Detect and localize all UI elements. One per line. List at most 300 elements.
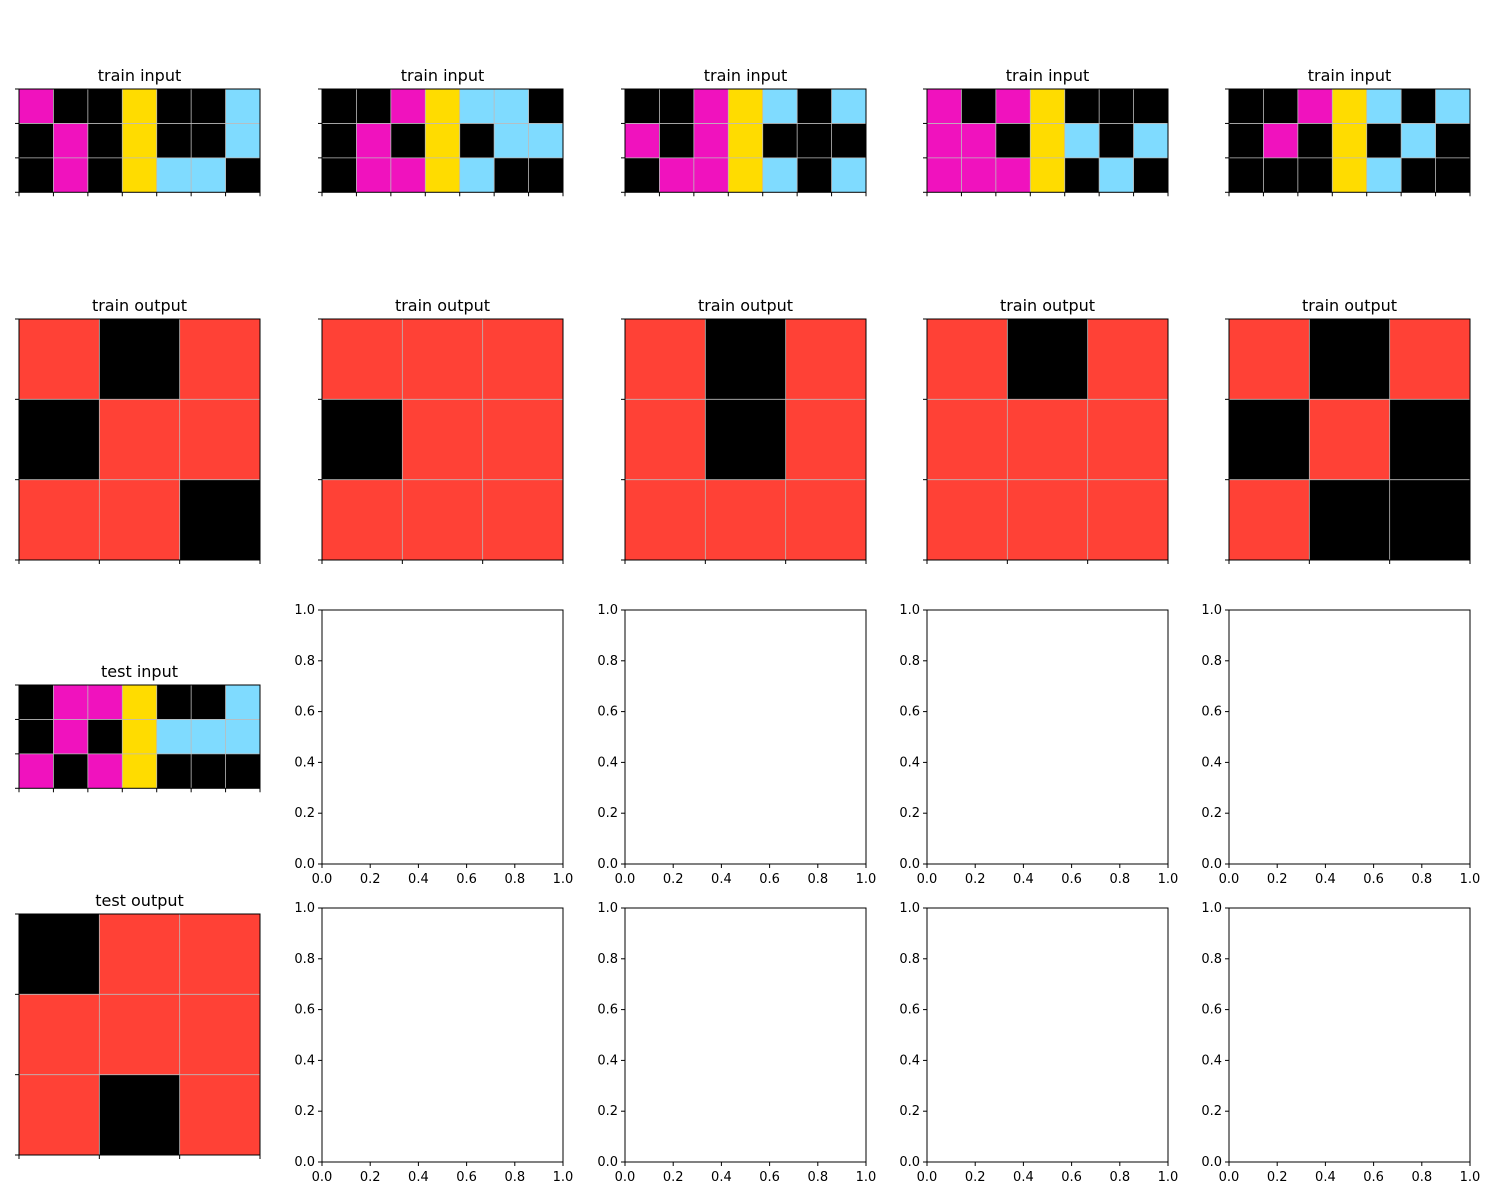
x-tick-label: 0.4 [1315, 872, 1336, 887]
grid-cell [1134, 89, 1168, 123]
grid-cell [157, 158, 191, 192]
grid-cell [625, 480, 705, 560]
x-tick-label: 1.0 [1157, 872, 1179, 887]
grid-cell [763, 123, 797, 157]
grid-cell [529, 158, 563, 192]
grid-cell [53, 123, 87, 157]
grid-cell [191, 719, 225, 753]
panel-6 [15, 296, 260, 564]
grid-cell [402, 480, 482, 560]
y-tick-label: 1.0 [597, 901, 618, 916]
x-tick-label: 0.0 [916, 872, 938, 887]
grid-cell [226, 123, 260, 157]
grid-cell [786, 480, 866, 560]
grid-cell [99, 319, 179, 399]
grid-cell [19, 89, 53, 123]
grid-cell [728, 158, 762, 192]
grid-cell [191, 685, 225, 719]
panel-13 [597, 603, 876, 887]
grid-cell [88, 89, 122, 123]
grid-cell [1298, 123, 1332, 157]
y-tick-label: 0.2 [597, 1104, 618, 1120]
grid-cell [1007, 319, 1087, 399]
y-tick-label: 1.0 [1201, 603, 1222, 618]
panel-10 [1225, 296, 1470, 564]
grid-cell [53, 158, 87, 192]
y-tick-label: 0.8 [597, 653, 618, 669]
grid-cell [1309, 319, 1389, 399]
empty-axes [625, 610, 866, 864]
grid-cell [1229, 319, 1309, 399]
grid-cell [529, 89, 563, 123]
panel-9 [923, 296, 1168, 564]
y-tick-label: 0.8 [899, 951, 920, 967]
grid-cell [1065, 123, 1099, 157]
y-tick-label: 0.4 [294, 755, 315, 771]
grid-cell [19, 685, 53, 719]
grid-cell [1088, 319, 1168, 399]
grid-cell [1099, 89, 1133, 123]
x-tick-label: 0.4 [408, 1170, 429, 1185]
panel-1 [15, 66, 260, 196]
grid-cell [322, 319, 402, 399]
panel-20 [1201, 901, 1480, 1185]
grid-cell [494, 123, 528, 157]
grid-cell [927, 399, 1007, 479]
grid-cell [1436, 158, 1470, 192]
grid-cell [356, 123, 390, 157]
grid-cell [927, 480, 1007, 560]
empty-axes [927, 908, 1168, 1162]
grid-cell [1309, 399, 1389, 479]
y-tick-label: 1.0 [294, 603, 315, 618]
x-tick-label: 0.4 [711, 872, 732, 887]
y-tick-label: 0.4 [597, 755, 618, 771]
y-tick-label: 0.2 [294, 806, 315, 822]
grid-cell [1309, 480, 1389, 560]
grid-cell [391, 89, 425, 123]
grid-cell [425, 158, 459, 192]
grid-cell [797, 89, 831, 123]
grid-cell [19, 480, 99, 560]
panel-title: test input [101, 662, 178, 681]
x-tick-label: 0.8 [1411, 1170, 1433, 1185]
grid-cell [122, 158, 156, 192]
grid-cell [226, 754, 260, 788]
grid-cell [786, 319, 866, 399]
grid-cell [1401, 123, 1435, 157]
grid-cell [460, 89, 494, 123]
grid-cell [19, 399, 99, 479]
grid-cell [180, 994, 260, 1074]
grid-cell [19, 994, 99, 1074]
y-tick-label: 1.0 [294, 901, 315, 916]
y-tick-label: 0.0 [899, 857, 920, 872]
grid-cell [53, 754, 87, 788]
x-tick-label: 0.2 [359, 872, 381, 887]
grid-cell [1332, 89, 1366, 123]
x-tick-label: 0.6 [456, 1170, 477, 1185]
panel-title: train input [400, 66, 485, 85]
grid-cell [53, 719, 87, 753]
y-tick-label: 0.2 [899, 806, 920, 822]
y-tick-label: 0.8 [597, 951, 618, 967]
grid-cell [122, 123, 156, 157]
grid-cell [88, 754, 122, 788]
grid-cell [927, 158, 961, 192]
y-tick-label: 0.6 [899, 704, 920, 720]
grid-cell [1401, 158, 1435, 192]
x-tick-label: 0.0 [916, 1170, 938, 1185]
panel-19 [899, 901, 1178, 1185]
grid-cell [705, 480, 785, 560]
y-tick-label: 0.2 [294, 1104, 315, 1120]
x-tick-label: 0.2 [662, 872, 684, 887]
grid-cell [625, 89, 659, 123]
grid-cell [1030, 123, 1064, 157]
grid-cell [1390, 399, 1470, 479]
x-tick-label: 0.8 [1109, 872, 1131, 887]
y-tick-label: 0.2 [1201, 806, 1222, 822]
panel-title: train output [999, 296, 1096, 315]
grid-cell [1367, 89, 1401, 123]
grid-cell [694, 89, 728, 123]
grid-cell [1298, 158, 1332, 192]
empty-axes [1229, 610, 1470, 864]
grid-cell [226, 158, 260, 192]
empty-axes [322, 908, 563, 1162]
panel-title: test output [95, 891, 184, 910]
grid-cell [19, 719, 53, 753]
grid-cell [483, 399, 563, 479]
panel-title: train output [91, 296, 188, 315]
grid-cell [356, 158, 390, 192]
grid-cell [659, 123, 693, 157]
grid-cell [53, 89, 87, 123]
y-tick-label: 0.4 [1201, 755, 1222, 771]
grid-cell [402, 319, 482, 399]
grid-cell [1229, 399, 1309, 479]
y-tick-label: 0.4 [1201, 1053, 1222, 1069]
grid-cell [625, 319, 705, 399]
grid-cell [122, 754, 156, 788]
empty-axes [1229, 908, 1470, 1162]
grid-cell [157, 89, 191, 123]
grid-cell [763, 158, 797, 192]
grid-cell [99, 480, 179, 560]
grid-cell [1263, 89, 1297, 123]
x-tick-label: 0.6 [456, 872, 477, 887]
grid-cell [1229, 89, 1263, 123]
grid-cell [88, 719, 122, 753]
panel-title: train output [697, 296, 794, 315]
panel-16 [15, 891, 260, 1159]
x-tick-label: 0.2 [1266, 872, 1288, 887]
grid-cell [483, 480, 563, 560]
grid-cell [180, 319, 260, 399]
y-tick-label: 0.4 [899, 1053, 920, 1069]
grid-cell [180, 914, 260, 994]
panel-7 [318, 296, 563, 564]
grid-cell [53, 685, 87, 719]
y-tick-label: 0.8 [294, 653, 315, 669]
x-tick-label: 0.4 [408, 872, 429, 887]
y-tick-label: 0.2 [899, 1104, 920, 1120]
panel-5 [1225, 66, 1470, 196]
grid-cell [1390, 319, 1470, 399]
x-tick-label: 0.2 [359, 1170, 381, 1185]
x-tick-label: 0.8 [807, 1170, 829, 1185]
grid-cell [728, 89, 762, 123]
x-tick-label: 0.0 [311, 872, 333, 887]
y-tick-label: 0.4 [597, 1053, 618, 1069]
x-tick-label: 0.0 [614, 872, 636, 887]
panel-title: train output [1301, 296, 1398, 315]
grid-cell [1390, 480, 1470, 560]
grid-cell [1436, 89, 1470, 123]
x-tick-label: 0.2 [964, 1170, 986, 1185]
y-tick-label: 1.0 [597, 603, 618, 618]
x-tick-label: 1.0 [1459, 872, 1481, 887]
x-tick-label: 0.6 [1363, 1170, 1384, 1185]
grid-cell [1263, 123, 1297, 157]
y-tick-label: 0.6 [294, 704, 315, 720]
panel-title: train output [394, 296, 491, 315]
grid-cell [402, 399, 482, 479]
grid-cell [832, 89, 866, 123]
grid-cell [659, 89, 693, 123]
grid-cell [180, 399, 260, 479]
x-tick-label: 1.0 [855, 1170, 877, 1185]
grid-cell [322, 158, 356, 192]
y-tick-label: 0.0 [1201, 1155, 1222, 1170]
grid-cell [226, 685, 260, 719]
grid-cell [996, 158, 1030, 192]
grid-cell [832, 123, 866, 157]
grid-cell [19, 319, 99, 399]
x-tick-label: 1.0 [552, 1170, 574, 1185]
grid-cell [356, 89, 390, 123]
panel-8 [621, 296, 866, 564]
grid-cell [460, 123, 494, 157]
grid-cell [1229, 480, 1309, 560]
panel-17 [294, 901, 573, 1185]
x-tick-label: 0.8 [1411, 872, 1433, 887]
x-tick-label: 1.0 [1459, 1170, 1481, 1185]
x-tick-label: 0.2 [662, 1170, 684, 1185]
grid-cell [1088, 399, 1168, 479]
grid-cell [1401, 89, 1435, 123]
y-tick-label: 0.2 [1201, 1104, 1222, 1120]
x-tick-label: 0.4 [1315, 1170, 1336, 1185]
grid-cell [1332, 123, 1366, 157]
grid-cell [157, 754, 191, 788]
grid-cell [1229, 123, 1263, 157]
y-tick-label: 1.0 [1201, 901, 1222, 916]
grid-cell [122, 719, 156, 753]
grid-cell [157, 719, 191, 753]
grid-cell [1030, 158, 1064, 192]
grid-cell [1436, 123, 1470, 157]
x-tick-label: 1.0 [855, 872, 877, 887]
y-tick-label: 0.4 [899, 755, 920, 771]
x-tick-label: 0.0 [1218, 872, 1240, 887]
panel-title: train input [1005, 66, 1090, 85]
panel-title: train input [97, 66, 182, 85]
x-tick-label: 0.4 [1013, 1170, 1034, 1185]
x-tick-label: 0.8 [807, 872, 829, 887]
grid-cell [322, 399, 402, 479]
y-tick-label: 0.4 [294, 1053, 315, 1069]
y-tick-label: 0.8 [294, 951, 315, 967]
grid-cell [797, 123, 831, 157]
grid-cell [1332, 158, 1366, 192]
y-tick-label: 0.6 [899, 1002, 920, 1018]
grid-cell [1134, 158, 1168, 192]
x-tick-label: 0.8 [504, 1170, 526, 1185]
grid-cell [122, 685, 156, 719]
grid-cell [1263, 158, 1297, 192]
grid-cell [728, 123, 762, 157]
panel-14 [899, 603, 1178, 887]
grid-cell [191, 754, 225, 788]
grid-cell [1088, 480, 1168, 560]
empty-axes [625, 908, 866, 1162]
grid-cell [694, 158, 728, 192]
grid-cell [19, 1075, 99, 1155]
grid-cell [226, 719, 260, 753]
grid-cell [927, 123, 961, 157]
y-tick-label: 0.2 [597, 806, 618, 822]
grid-cell [996, 123, 1030, 157]
grid-cell [88, 158, 122, 192]
grid-cell [88, 685, 122, 719]
panel-12 [294, 603, 573, 887]
grid-cell [1099, 158, 1133, 192]
grid-cell [1229, 158, 1263, 192]
grid-cell [625, 399, 705, 479]
x-tick-label: 0.6 [1363, 872, 1384, 887]
panel-2 [318, 66, 563, 196]
x-tick-label: 0.6 [1061, 872, 1082, 887]
grid-cell [19, 123, 53, 157]
x-tick-label: 0.8 [1109, 1170, 1131, 1185]
grid-cell [99, 1075, 179, 1155]
y-tick-label: 0.8 [899, 653, 920, 669]
grid-cell [494, 89, 528, 123]
grid-cell [322, 89, 356, 123]
grid-cell [625, 123, 659, 157]
y-tick-label: 0.6 [597, 1002, 618, 1018]
empty-axes [322, 610, 563, 864]
grid-cell [763, 89, 797, 123]
grid-cell [961, 123, 995, 157]
y-tick-label: 0.0 [294, 857, 315, 872]
x-tick-label: 0.6 [759, 872, 780, 887]
panel-18 [597, 901, 876, 1185]
grid-cell [786, 399, 866, 479]
grid-cell [391, 158, 425, 192]
grid-cell [460, 158, 494, 192]
grid-cell [705, 399, 785, 479]
grid-cell [157, 685, 191, 719]
grid-cell [625, 158, 659, 192]
grid-cell [529, 123, 563, 157]
x-tick-label: 0.4 [1013, 872, 1034, 887]
x-tick-label: 0.2 [1266, 1170, 1288, 1185]
grid-cell [99, 994, 179, 1074]
grid-cell [191, 158, 225, 192]
grid-cell [483, 319, 563, 399]
y-tick-label: 0.6 [1201, 1002, 1222, 1018]
grid-cell [1065, 89, 1099, 123]
grid-cell [1134, 123, 1168, 157]
grid-cell [180, 480, 260, 560]
grid-cell [99, 914, 179, 994]
grid-cell [659, 158, 693, 192]
grid-cell [961, 158, 995, 192]
grid-cell [88, 123, 122, 157]
panel-title: train input [1307, 66, 1392, 85]
panel-title: train input [703, 66, 788, 85]
grid-cell [927, 319, 1007, 399]
grid-cell [494, 158, 528, 192]
grid-cell [425, 123, 459, 157]
grid-cell [1030, 89, 1064, 123]
grid-cell [322, 480, 402, 560]
x-tick-label: 0.2 [964, 872, 986, 887]
y-tick-label: 0.6 [597, 704, 618, 720]
grid-cell [157, 123, 191, 157]
grid-cell [1065, 158, 1099, 192]
y-tick-label: 0.0 [1201, 857, 1222, 872]
y-tick-label: 0.0 [597, 857, 618, 872]
x-tick-label: 0.6 [1061, 1170, 1082, 1185]
x-tick-label: 0.6 [759, 1170, 780, 1185]
x-tick-label: 1.0 [552, 872, 574, 887]
panel-4 [923, 66, 1168, 196]
grid-cell [191, 89, 225, 123]
x-tick-label: 0.8 [504, 872, 526, 887]
y-tick-label: 0.0 [597, 1155, 618, 1170]
grid-cell [1007, 480, 1087, 560]
grid-cell [961, 89, 995, 123]
grid-cell [705, 319, 785, 399]
grid-cell [1007, 399, 1087, 479]
grid-cell [391, 123, 425, 157]
y-tick-label: 1.0 [899, 603, 920, 618]
grid-cell [191, 123, 225, 157]
y-tick-label: 0.0 [294, 1155, 315, 1170]
x-tick-label: 1.0 [1157, 1170, 1179, 1185]
x-tick-label: 0.0 [614, 1170, 636, 1185]
x-tick-label: 0.0 [311, 1170, 333, 1185]
grid-cell [1099, 123, 1133, 157]
grid-cell [99, 399, 179, 479]
grid-cell [996, 89, 1030, 123]
x-tick-label: 0.0 [1218, 1170, 1240, 1185]
x-tick-label: 0.4 [711, 1170, 732, 1185]
panel-15 [1201, 603, 1480, 887]
y-tick-label: 0.8 [1201, 653, 1222, 669]
panel-3 [621, 66, 866, 196]
grid-cell [1298, 89, 1332, 123]
y-tick-label: 0.0 [899, 1155, 920, 1170]
grid-cell [322, 123, 356, 157]
grid-cell [19, 158, 53, 192]
grid-cell [927, 89, 961, 123]
empty-axes [927, 610, 1168, 864]
